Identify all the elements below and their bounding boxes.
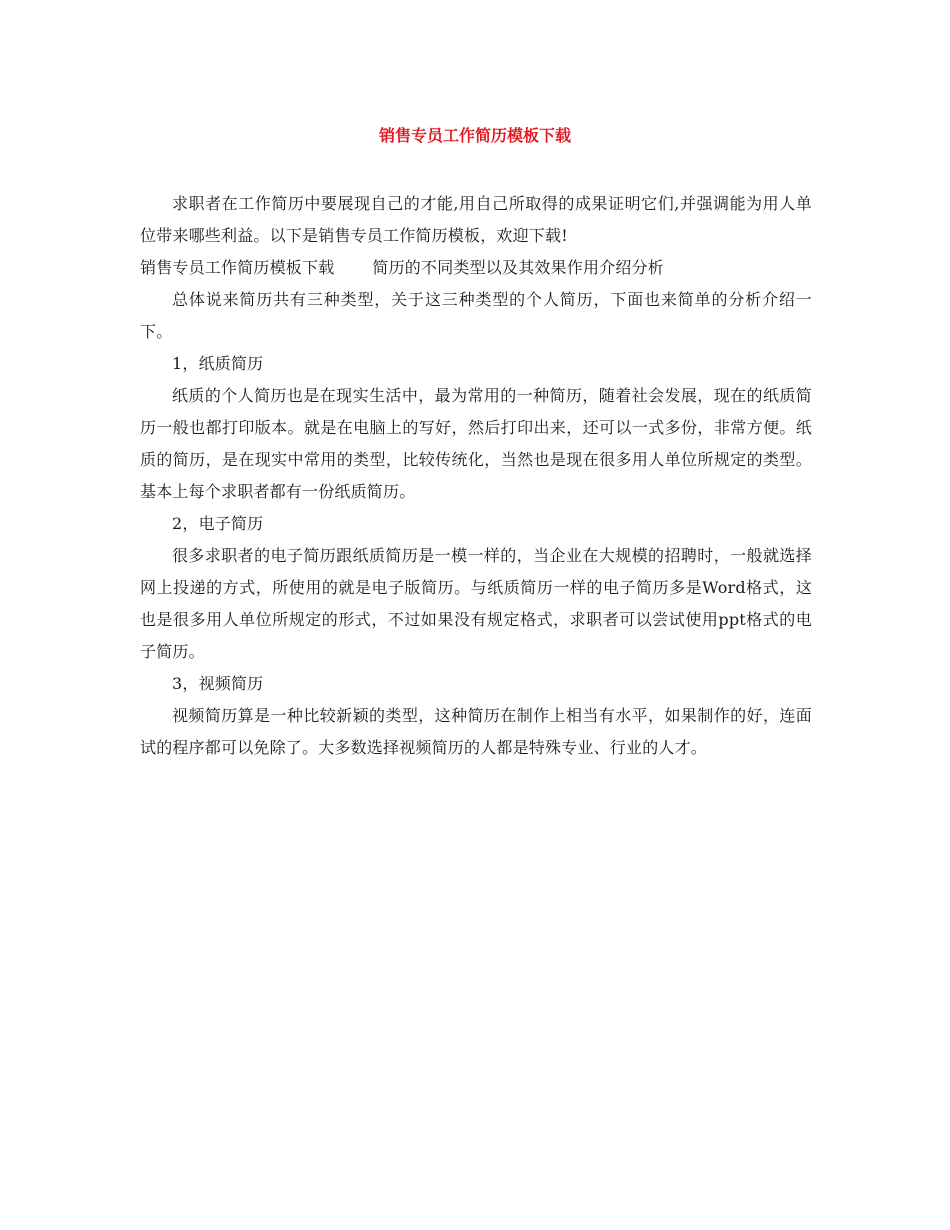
document-body — [140, 188, 812, 764]
subheading-left: 销售专员工作简历模板下载 — [140, 258, 335, 277]
subheading-right: 简历的不同类型以及其效果作用介绍分析 — [372, 258, 665, 277]
subheading-line — [140, 252, 812, 284]
intro-paragraph: 求职者在工作简历中要展现自己的才能,用自己所取得的成果证明它们,并强调能为用人单位带来哪些利益。以下是销售专员工作简历模板，欢迎下载! — [140, 194, 812, 245]
section2-heading: 2，电子简历 — [172, 514, 264, 533]
section2-paragraph: 很多求职者的电子简历跟纸质简历是一模一样的，当企业在大规模的招聘时，一般就选择网上投递的方式，所使用的就是电子版简历。与纸质简历一样的电子简历多是Word格式，这也是很多用人单位所规定的形式，不过如果没有规定格式，求职者可以尝试使用ppt格式的电子简历。 — [140, 546, 812, 661]
section3-paragraph: 视频简历算是一种比较新颖的类型，这种简历在制作上相当有水平，如果制作的好，连面试的程序都可以免除了。大多数选择视频简历的人都是特殊专业、行业的人才。 — [140, 706, 812, 757]
section3-heading: 3，视频简历 — [172, 674, 264, 693]
section1-heading: 1，纸质简历 — [172, 354, 264, 373]
document-title: 销售专员工作简历模板下载 — [378, 126, 571, 145]
overview-paragraph: 总体说来简历共有三种类型，关于这三种类型的个人简历，下面也来简单的分析介绍一下。 — [140, 290, 812, 341]
section1-paragraph: 纸质的个人简历也是在现实生活中，最为常用的一种简历，随着社会发展，现在的纸质简历一般也都打印版本。就是在电脑上的写好，然后打印出来，还可以一式多份，非常方便。纸质的简历，是在现实中常用的类型，比较传统化，当然也是现在很多用人单位所规定的类型。基本上每个求职者都有一份纸质简历。 — [140, 386, 812, 501]
